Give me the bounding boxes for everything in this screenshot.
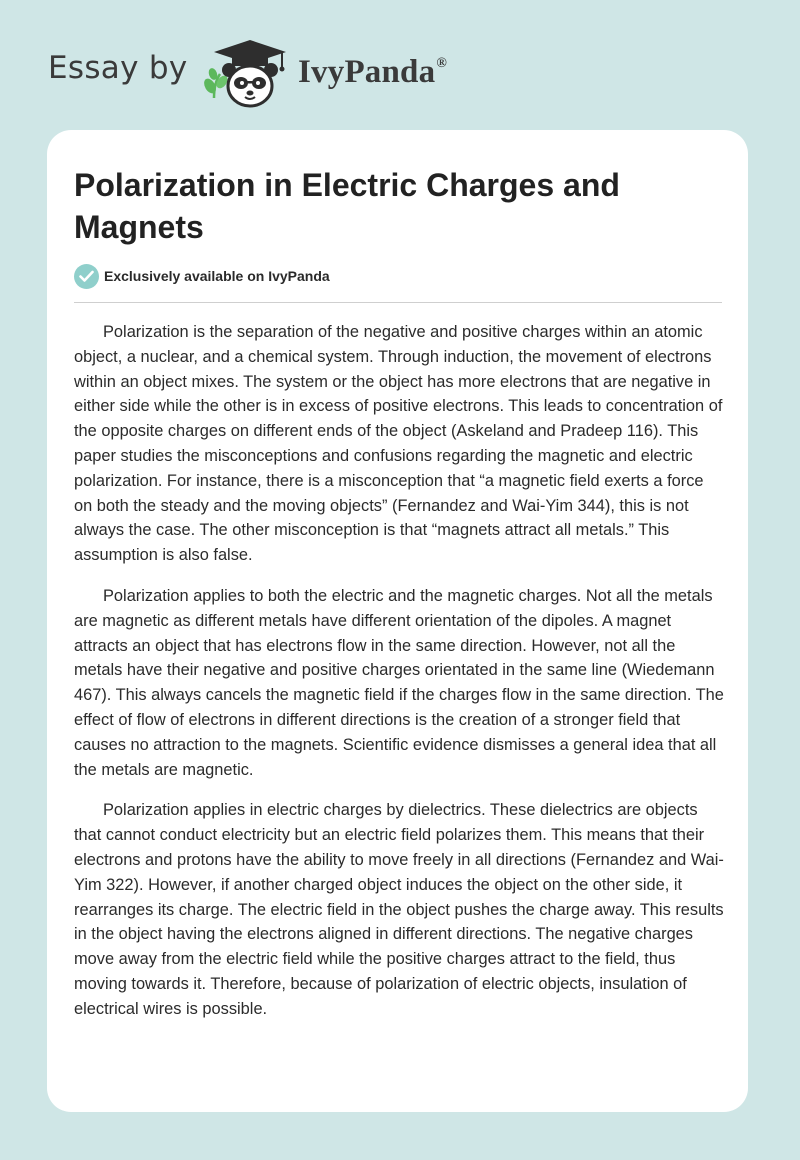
title-divider xyxy=(74,302,722,303)
essay-by-label: Essay by xyxy=(48,50,188,86)
exclusive-badge xyxy=(74,263,714,289)
essay-title: Polarization in Electric Charges and Magnets xyxy=(74,167,620,245)
paragraph: Polarization applies to both the electric and the magnetic charges. Not all the metals are magnetic as different metals have different orientation of the dipoles. A magnet attracts an object that has electrons flow in the same direction. However, not all the metals have their negative and positive charges orientated in the same line (Wiedemann 467). This always cancels the magnetic field if the charges flow in the same direction. The effect of flow of electrons in different directions is the creation of a stronger field that causes no attraction to the magnets. Scientific evidence dismisses a general idea that all the metals are magnetic. xyxy=(74,586,724,779)
exclusive-badge-label: Exclusively available on IvyPanda xyxy=(104,268,330,284)
paragraph: Polarization is the separation of the negative and positive charges within an atomic object, a nuclear, and a chemical system. Through induction, the movement of electrons within an object mixes. The system or the object has more electrons that are negative in either side while the other is in excess of positive electrons. This leads to concentration of the opposite charges on different ends of the object (Askeland and Pradeep 116). This paper studies the misconceptions and confusions regarding the magnetic and electric polarization. For instance, there is a misconception that “a magnetic field exerts a force on both the steady and the moving objects” (Fernandez and Wai-Yim 344), this is not always the case. The other misconception is that “magnets attract all metals.” This assumption is also false. xyxy=(74,323,723,565)
site-header xyxy=(48,30,568,110)
check-circle-icon xyxy=(74,264,99,289)
essay-body xyxy=(74,320,724,1038)
essay-card xyxy=(47,130,748,1112)
panda-graduate-icon[interactable] xyxy=(200,34,294,110)
paragraph: Polarization applies in electric charges by dielectrics. These dielectrics are objects that cannot conduct electricity but an electric field polarizes them. This means that their electrons and protons have the ability to move freely in all directions (Fernandez and Wai-Yim 322). However, if another charged object induces the object on the other side, it rearranges its charge. The electric field in the object pushes the charge away. This results in the object having the electrons aligned in different directions. The negative charges move away from the electric field while the positive charges attract to the field, thus moving towards it. Therefore, because of polarization of electric objects, insulation of electrical wires is possible. xyxy=(74,801,724,1018)
registered-mark: ® xyxy=(436,56,447,71)
brand-name[interactable]: IvyPanda® xyxy=(298,54,447,90)
